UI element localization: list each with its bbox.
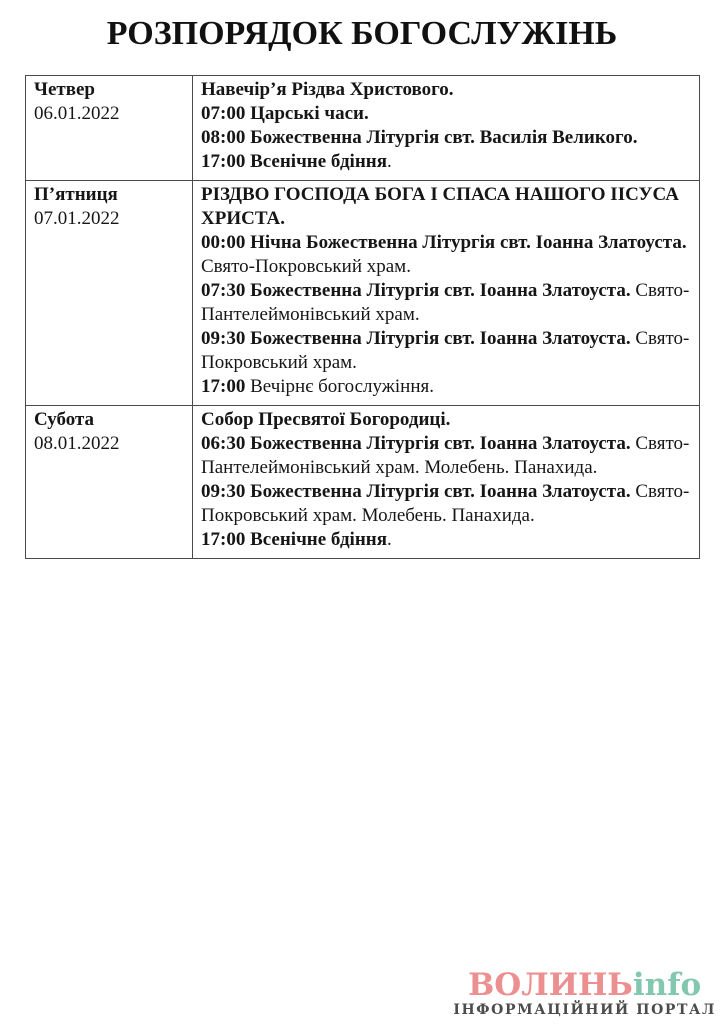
day-cell	[26, 405, 193, 558]
logo-tagline: ІНФОРМАЦІЙНИЙ ПОРТАЛ	[453, 1002, 716, 1018]
table-row	[26, 75, 700, 180]
page-title: РОЗПОРЯДОК БОГОСЛУЖІНЬ	[106, 15, 618, 52]
service-entry	[201, 279, 691, 327]
logo-brand-info: info	[632, 967, 702, 1003]
day-cell	[26, 75, 193, 180]
services-cell	[193, 180, 700, 405]
day-name: Субота	[34, 408, 95, 430]
day-date: 06.01.2022	[34, 102, 120, 124]
service-text-bold: РІЗДВО ГОСПОДА БОГА І СПАСА НАШОГО ІІСУСА ХРИСТА.	[201, 183, 679, 229]
schedule-body	[26, 75, 700, 558]
day-name: П’ятниця	[34, 183, 118, 205]
schedule-table	[25, 75, 700, 559]
service-entry	[201, 528, 691, 552]
service-text-bold: 00:00 Нічна Божественна Літургія свт. Іоанна Златоуста.	[201, 231, 687, 253]
service-entry	[201, 375, 691, 399]
service-text-regular: Свято-Покровський храм.	[201, 327, 690, 373]
service-text-bold: 09:30 Божественна Літургія свт. Іоанна Златоуста.	[201, 480, 631, 502]
volyn-info-watermark	[453, 967, 716, 1018]
day-cell	[26, 180, 193, 405]
service-text-bold: 06:30 Божественна Літургія свт. Іоанна Златоуста.	[201, 432, 631, 454]
service-entry	[201, 327, 691, 375]
service-text-bold: Навечір’я Різдва Христового.	[201, 78, 454, 100]
logo-brand	[453, 967, 716, 1003]
service-text-regular: Свято-Покровський храм.	[201, 255, 411, 277]
service-text-bold: 08:00 Божественна Літургія свт. Василія Великого.	[201, 126, 638, 148]
day-name: Четвер	[34, 78, 95, 100]
service-text-regular: Свято-Покровський храм. Молебень. Панахида.	[201, 480, 690, 526]
services-cell	[193, 405, 700, 558]
service-entry	[201, 150, 691, 174]
service-text-bold: 07:30 Божественна Літургія свт. Іоанна Златоуста.	[201, 279, 631, 301]
table-row	[26, 405, 700, 558]
service-text-bold: Собор Пресвятої Богородиці.	[201, 408, 451, 430]
service-text-regular: .	[387, 528, 392, 550]
service-text-bold: 17:00	[201, 375, 251, 397]
service-text-regular: .	[387, 150, 392, 172]
service-text-regular: Вечірнє богослужіння.	[250, 375, 434, 397]
logo-brand-volyn: ВОЛИНЬ	[468, 967, 633, 1003]
day-date: 07.01.2022	[34, 207, 120, 229]
service-text-regular: Свято-Пантелеймонівський храм.	[201, 279, 690, 325]
service-entry	[201, 480, 691, 528]
service-entry	[201, 231, 691, 279]
service-text-bold: 17:00 Всенічне бдіння	[201, 150, 388, 172]
service-text-bold: 17:00 Всенічне бдіння	[201, 528, 388, 550]
service-entry	[201, 408, 691, 432]
service-entry	[201, 102, 691, 126]
service-entry	[201, 78, 691, 102]
service-text-regular: Свято-Пантелеймонівський храм. Молебень. Панахида.	[201, 432, 690, 478]
service-entry	[201, 126, 691, 150]
day-date: 08.01.2022	[34, 432, 120, 454]
service-text-bold: 07:00 Царські часи.	[201, 102, 369, 124]
table-row	[26, 180, 700, 405]
service-text-bold: 09:30 Божественна Літургія свт. Іоанна Златоуста.	[201, 327, 631, 349]
services-cell	[193, 75, 700, 180]
service-entry	[201, 432, 691, 480]
service-entry	[201, 183, 691, 231]
